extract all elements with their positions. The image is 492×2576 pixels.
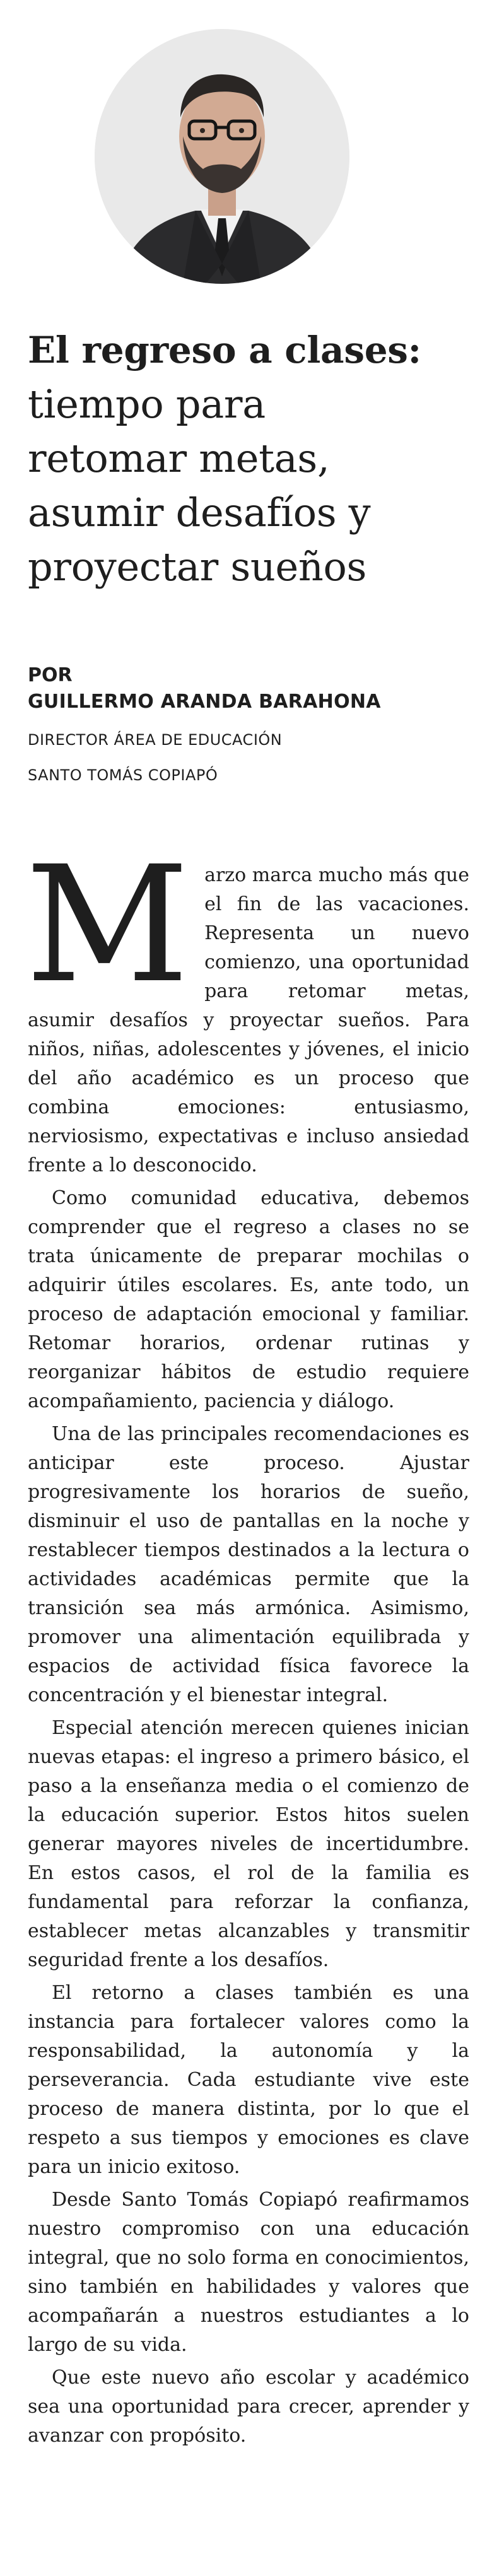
headline-line-4: asumir desafíos y — [28, 489, 371, 536]
author-role: DIRECTOR ÁREA DE EDUCACIÓN — [28, 731, 283, 749]
article-paragraph-6: Desde Santo Tomás Copiapó reafirmamos nuestro compromiso con una educación integral, que no solo forma en conocimientos, sino también en habilidades y valores que acompañarán a nuestros estudiantes a lo largo de su vida. — [28, 2189, 469, 2356]
article-paragraph-2: Como comunidad educativa, debemos comprender que el regreso a clases no se trata únicamente de preparar mochilas o adquirir útiles escolares. Es, ante todo, un proceso de adaptación emocional y familiar. Retomar horarios, ordenar rutinas y reorganizar hábitos de estudio requiere acompañamiento, paciencia y diálogo. — [28, 1187, 469, 1412]
article-paragraph-3: Una de las principales recomendaciones es anticipar este proceso. Ajustar progresivamente los horarios de sueño, disminuir el uso de pantallas en la noche y restablecer tiempos destinados a la lectura o actividades académicas permite que la transición sea más armónica. Asimismo, promover una alimentación equilibrada y espacios de actividad física favorece la concentración y el bienestar integral. — [28, 1423, 469, 1706]
article-headline — [28, 323, 469, 594]
article-paragraph-1 — [25, 831, 469, 1180]
paragraph-1-text: arzo marca mucho más que el fin de las vacaciones. Representa un nuevo comienzo, una oportunidad para retomar metas, asumir desafíos y proyectar sueños. Para niños, niñas, adolescentes y jóvenes, el inicio del año académico es un proceso que combina emociones: entusiasmo, nerviosismo, expectativas e incluso ansiedad frente a lo desconocido. — [28, 864, 469, 1176]
article-body — [25, 831, 469, 2454]
byline-por: POR — [28, 664, 73, 686]
drop-cap: M — [25, 831, 190, 1018]
article-paragraph-5: El retorno a clases también es una instancia para fortalecer valores como la responsabilidad, la autonomía y la perseverancia. Cada estudiante vive este proceso de manera distinta, por lo que el respeto a sus tiempos y emociones es clave para un inicio exitoso. — [28, 1982, 469, 2178]
author-photo — [95, 29, 349, 284]
headline-line-3: retomar metas, — [28, 435, 330, 481]
byline — [28, 662, 469, 786]
headline-line-5: proyectar sueños — [28, 544, 367, 590]
article-paragraph-4: Especial atención merecen quienes inician nuevas etapas: el ingreso a primero básico, el paso a la enseñanza media o el comienzo de la educación superior. Estos hitos suelen generar mayores niveles de incertidumbre. En estos casos, el rol de la familia es fundamental para reforzar la confianza, establecer metas alcanzables y transmitir seguridad frente a los desafíos. — [28, 1717, 469, 1971]
article-paragraph-7: Que este nuevo año escolar y académico sea una oportunidad para crecer, aprender y avanzar con propósito. — [28, 2367, 469, 2447]
author-institution: SANTO TOMÁS COPIAPÓ — [28, 766, 218, 784]
headline-line-1: El regreso a clases: — [28, 329, 421, 372]
author-name: GUILLERMO ARANDA BARAHONA — [28, 691, 381, 713]
headline-line-2: tiempo para — [28, 381, 266, 427]
author-portrait-illustration — [95, 29, 349, 284]
